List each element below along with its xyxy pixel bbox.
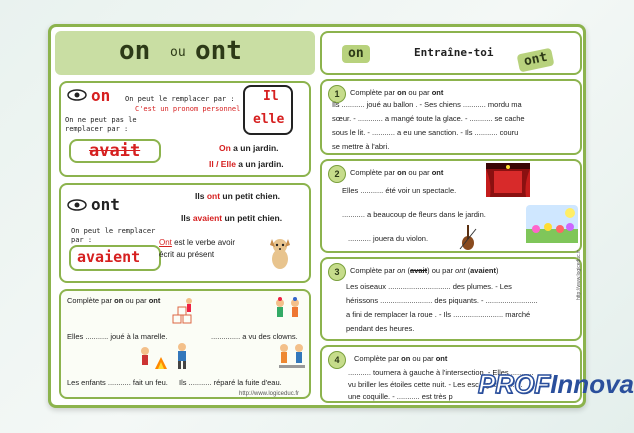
pronoun-bubble [243,85,293,135]
hopscotch-image [169,295,197,325]
exercise-3 [320,257,582,341]
exercise-1 [320,79,582,155]
exercise-4-line: vu briller les étoiles cette nuit. - Les escargots........... [348,380,523,389]
rule-on-replace: On peut le remplacer par : [125,95,235,103]
exercise-3-instruction: Complète par on (avait) ou par ont (avaient) [350,266,499,275]
theater-image [486,163,530,197]
heading-ont: ont [91,195,120,214]
exercise-number: 4 [328,351,346,369]
exercise-2-line: Elles ........... été voir un spectacle. [342,186,457,195]
exercise-sentence-2: .............. a vu des clowns. [211,332,298,341]
rule-box-ont [59,183,311,283]
tag-ont: ont [517,48,555,73]
eye-icon [67,89,87,104]
exercise-3-line: pendant des heures. [346,324,415,333]
note-verb-avoir: Ont est le verbe avoir [159,238,236,247]
exercise-1-line: Ils ........... joué au ballon . - Ses chiens ........... mordu ma [332,100,522,109]
exercise-sentence-1: Elles ........... joué à la marelle. [67,332,168,341]
rule-ont-replace: On peut le remplacer par : [71,227,156,244]
exercises-column [320,31,582,403]
exercise-1-line: se mettre à l'abri. [332,142,390,151]
header-title: Entraîne-toi [414,46,494,59]
exercise-3-line: hérissons ......................... des piquants. - ......................... [346,296,538,305]
example-ont: Ils ont un petit chien. [195,191,281,201]
crossed-bubble [69,139,161,163]
exercise-2-line: ........... jouera du violon. [348,234,429,243]
exercise-number: 1 [328,85,346,103]
exercise-number: 2 [328,165,346,183]
example-il-elle: Il / Elle a un jardin. [209,159,284,169]
exercise-sentence-3: Les enfants ........... fait un feu. [67,378,168,387]
exercise-4-instruction: Complète par on ou par ont [354,354,448,363]
exercise-box-left [59,289,311,399]
example-on: On a un jardin. [219,143,279,153]
title-ou: ou [170,45,186,60]
exercise-2 [320,159,582,253]
exercise-4-line: une coquille. - ........... est très p [348,392,453,401]
exercise-2-instruction: Complète par on ou par ont [350,168,444,177]
campfire-image [135,343,169,373]
violin-icon [458,223,478,251]
rule-on-not-replace: On ne peut pas le remplacer par : [65,116,137,133]
exercise-1-line: sœur. - ............ a mangé toute la glace. - ........... se cache [332,114,525,123]
profinnova-watermark: PROFInnova [477,369,634,399]
exercise-3-line: a fini de remplacer la roue . - Ils ........................ marché [346,310,531,319]
bubble-il: Il [263,89,279,104]
example-avaient: Ils avaient un petit chien. [181,213,283,223]
bubble-elle: elle [253,112,285,127]
worksheet [48,24,586,408]
crossed-avait: avait [89,141,141,161]
replacement-avaient: avaient [77,248,141,266]
side-url: http://www.logiceduc.fr [576,249,582,300]
replacement-bubble [69,245,161,271]
footer-url: http://www.logiceduc.fr [239,391,300,397]
lesson-column [55,31,315,403]
exercise-1-line: sous le lit. - ........... a eu une sanction. - Ils ........... couru [332,128,519,137]
exercise-number: 3 [328,263,346,281]
rule-on-pronoun: C'est un pronom personnel [135,105,241,113]
note-present: écrit au présent [159,250,215,259]
tag-on: on [342,45,370,63]
title-on: on [119,36,151,66]
exercise-3-line: Les oiseaux .............................. des plumes. - Les [346,282,512,291]
title-bar [55,31,315,75]
entraine-header [320,31,582,75]
heading-on: on [91,86,111,105]
eye-icon [67,199,87,214]
dog-icon [267,235,293,271]
exercise-4-line: ........... tournera à gauche à l'intersection. - Elles ........... [348,368,534,377]
clowns-image [271,295,305,325]
exercise-sentence-4: Ils ........... réparé la fuite d'eau. [179,378,282,387]
title-ont: ont [195,36,242,66]
plumbers-image [275,341,309,371]
exercise-1-instruction: Complète par on ou par ont [350,88,444,97]
exercise-instruction: Complète par on ou par ont [67,296,161,305]
rule-box-on [59,81,311,177]
child-image [173,341,191,371]
garden-flowers-image [526,205,578,243]
exercise-2-line: ........... a beaucoup de fleurs dans le jardin. [342,210,486,219]
